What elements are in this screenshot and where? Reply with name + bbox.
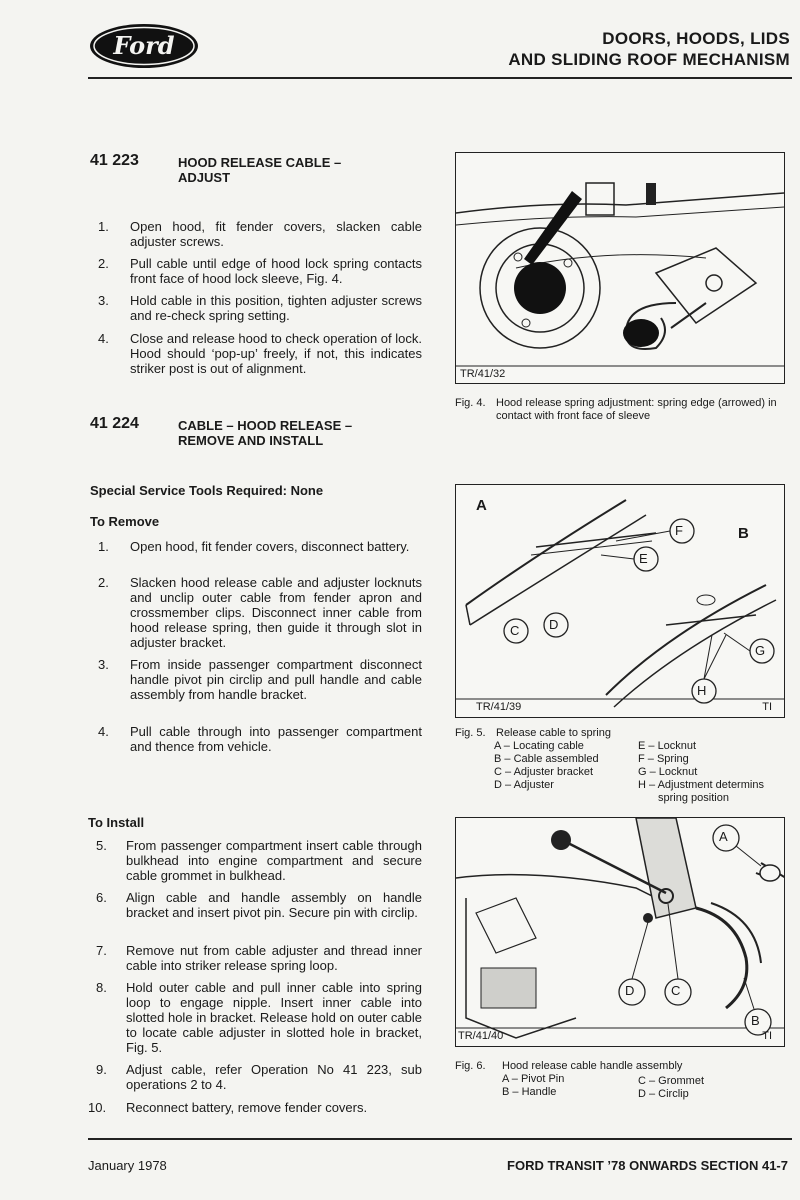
step-number: 8.	[96, 980, 107, 995]
step-text: Adjust cable, refer Operation No 41 223, sub operations 2 to 4.	[126, 1062, 422, 1092]
step-item	[98, 539, 422, 571]
step-text: Reconnect battery, remove fender covers.	[126, 1100, 368, 1115]
footer-date: January 1978	[88, 1158, 167, 1173]
step-text: Remove nut from cable adjuster and thread inner cable into striker release spring loop.	[126, 943, 422, 973]
step-number: 2.	[98, 256, 109, 271]
step-text: Hold cable in this position, tighten adjuster screws and re-check spring setting.	[130, 293, 422, 323]
callout-b: B	[751, 1013, 760, 1028]
section-title-line1: HOOD RELEASE CABLE –	[178, 155, 342, 170]
section-title-line2: REMOVE AND INSTALL	[178, 433, 324, 448]
step-item	[96, 980, 422, 1055]
figure-caption: Hood release cable handle assembly	[502, 1060, 683, 1072]
step-item	[96, 890, 422, 922]
step-text: From passenger compartment insert cable through bulkhead into engine compartment and secure cable grommet in bulkhead.	[126, 838, 422, 883]
legend-item: H – Adjustment determins	[638, 779, 764, 791]
install-heading: To Install	[88, 815, 145, 830]
step-number: 3.	[98, 293, 109, 308]
figure-label: Fig. 4.	[455, 397, 486, 409]
special-tools-heading: Special Service Tools Required: None	[90, 483, 324, 498]
figure-corner-mark: TI	[762, 701, 772, 713]
section-title-line2: ADJUST	[178, 170, 231, 185]
legend-item: F – Spring	[638, 753, 689, 765]
step-number: 4.	[98, 724, 109, 739]
figure-5-box	[455, 484, 785, 718]
step-item	[96, 1062, 422, 1094]
step-text: From inside passenger compartment disconnect handle pivot pin circlip and pull handle and cable assembly from handle bracket.	[130, 657, 422, 702]
figure-caption: Hood release spring adjustment: spring edge (arrowed) in contact with front face of sleeve	[496, 397, 777, 422]
legend-item: C – Adjuster bracket	[494, 766, 594, 778]
header-title-line2: AND SLIDING ROOF MECHANISM	[508, 50, 790, 69]
figure-legend-left	[502, 1073, 564, 1099]
section-title-line1: CABLE – HOOD RELEASE –	[178, 418, 353, 433]
step-number: 1.	[98, 219, 109, 234]
callout-f: F	[675, 523, 683, 538]
figure-legend-right	[638, 1075, 704, 1101]
figure-legend-left	[494, 740, 599, 792]
remove-heading: To Remove	[90, 514, 160, 529]
figure-6-box	[455, 817, 785, 1047]
step-item	[98, 575, 422, 653]
legend-item: B – Handle	[502, 1086, 557, 1098]
header-title-line1: DOORS, HOODS, LIDS	[602, 29, 790, 48]
callout-d: D	[625, 983, 635, 998]
ford-logo	[88, 22, 200, 70]
step-text: Open hood, fit fender covers, slacken cable adjuster screws.	[130, 219, 422, 249]
legend-item: A – Pivot Pin	[502, 1073, 565, 1085]
step-text: Align cable and handle assembly on handle bracket and insert pivot pin. Secure pin with circlip.	[126, 890, 422, 920]
legend-item: B – Cable assembled	[494, 753, 599, 765]
figure-corner-mark: TI	[762, 1030, 772, 1042]
legend-item: E – Locknut	[638, 740, 697, 752]
step-item	[98, 219, 422, 251]
step-item	[96, 838, 422, 886]
step-item	[96, 943, 422, 975]
figure-tag: TR/41/32	[460, 368, 506, 380]
step-number: 1.	[98, 539, 109, 554]
header-rule	[88, 77, 792, 79]
footer-section: FORD TRANSIT ’78 ONWARDS SECTION 41-7	[507, 1158, 788, 1173]
figure-5-illustration	[456, 485, 784, 717]
step-number: 10.	[88, 1100, 107, 1115]
callout-c: C	[671, 983, 681, 998]
step-number: 3.	[98, 657, 109, 672]
figure-tag: TR/41/39	[476, 701, 522, 713]
header-title	[508, 28, 790, 70]
step-number: 4.	[98, 331, 109, 346]
legend-item: D – Circlip	[638, 1088, 689, 1100]
legend-item: spring position	[658, 792, 729, 804]
step-item	[98, 724, 422, 756]
step-item	[88, 1100, 422, 1116]
figure-tag: TR/41/40	[458, 1030, 504, 1042]
figure-legend-right	[638, 740, 764, 805]
callout-c: C	[510, 623, 520, 638]
step-text: Close and release hood to check operation of lock. Hood should ‘pop-up’ freely, if not, this indicates striker post is out of alignment.	[130, 331, 422, 376]
legend-item: C – Grommet	[638, 1075, 705, 1087]
step-text: Pull cable through into passenger compartment and thence from vehicle.	[130, 724, 422, 754]
step-text: Hold outer cable and pull inner cable into spring loop to engage nipple. Insert inner cable into slotted hole in bracket. Release hold on outer cable to locate cable adjuster in slotted hole in bracket, Fig. 5.	[126, 980, 422, 1055]
step-text: Open hood, fit fender covers, disconnect battery.	[130, 539, 410, 554]
figure-label: Fig. 5.	[455, 727, 486, 739]
legend-item: G – Locknut	[638, 766, 698, 778]
step-number: 9.	[96, 1062, 107, 1077]
callout-a: A	[719, 829, 728, 844]
section-number: 41 224	[90, 415, 139, 432]
step-text: Slacken hood release cable and adjuster locknuts and unclip outer cable from fender apron and crossmember clips. Disconnect inner cable from hood release spring, then guide it through slot in adjuster bracket.	[130, 575, 422, 650]
panel-a-label: A	[476, 497, 487, 514]
legend-item: A – Locating cable	[494, 740, 584, 752]
legend-item: D – Adjuster	[494, 779, 554, 791]
logo-text: Ford	[113, 31, 175, 60]
step-item	[98, 256, 422, 288]
step-number: 2.	[98, 575, 109, 590]
step-number: 7.	[96, 943, 107, 958]
footer-rule	[88, 1138, 792, 1140]
section-title	[178, 418, 352, 448]
step-number: 6.	[96, 890, 107, 905]
callout-e: E	[639, 551, 648, 566]
figure-6-illustration	[456, 818, 784, 1046]
section-number: 41 223	[90, 152, 139, 169]
figure-label: Fig. 6.	[455, 1060, 486, 1072]
callout-h: H	[697, 683, 707, 698]
callout-g: G	[755, 643, 766, 658]
figure-4-box	[455, 152, 785, 384]
step-number: 5.	[96, 838, 107, 853]
figure-4-illustration	[456, 153, 784, 383]
step-item	[98, 331, 422, 379]
step-item	[98, 657, 422, 705]
figure-caption: Release cable to spring	[496, 727, 611, 739]
callout-d: D	[549, 617, 559, 632]
panel-b-label: B	[738, 525, 749, 542]
section-title	[178, 155, 341, 185]
step-text: Pull cable until edge of hood lock spring contacts front face of hood lock sleeve, Fig. 4.	[130, 256, 422, 286]
step-item	[98, 293, 422, 325]
